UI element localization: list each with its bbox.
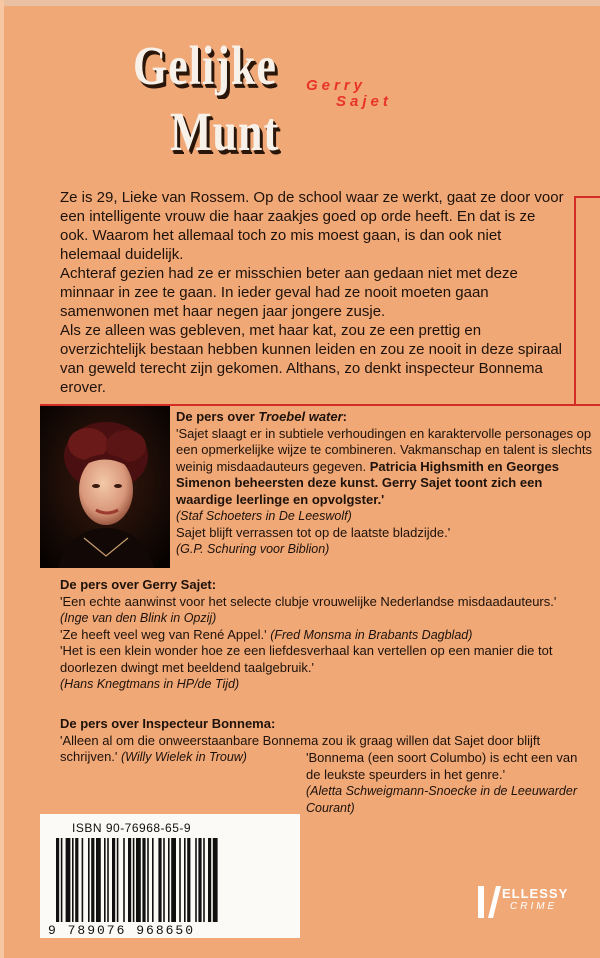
title-line-2: Munt	[170, 101, 280, 163]
ellessy-logo-icon	[476, 884, 502, 920]
press-sajet-heading: De pers over Gerry Sajet:	[60, 577, 217, 592]
barcode-digits: 9 789076 968650	[48, 923, 196, 938]
press-bonnema-quote-1: 'Alleen al om die onweerstaanbare Bonnema zou ik graag willen dat Sajet door blijft schrijven.'	[60, 732, 541, 764]
publisher-imprint: CRIME	[510, 901, 558, 912]
press-gerry-sajet	[60, 577, 580, 693]
press-troebel-heading-title: Troebel water	[258, 409, 343, 424]
barcode-icon	[52, 838, 292, 922]
red-rule-top	[574, 196, 600, 198]
barcode-bar	[128, 838, 131, 922]
barcode-bar	[195, 838, 197, 922]
press-sajet-quote-1: 'Een echte aanwinst voor het selecte clubje vrouwelijke Nederlandse misdaadauteurs.'	[60, 593, 557, 609]
author-photo	[40, 406, 170, 568]
author-last-name: Sajet	[336, 93, 392, 110]
press-bonnema-heading: De pers over Inspecteur Bonnema:	[60, 716, 276, 731]
barcode-panel	[40, 814, 300, 938]
press-troebel-quote-a: 'Sajet slaagt er in subtiele verhoudingen en karaktervolle personages op een opmerkelijke wijze te combineren. Vakmanschap en talent is slechts weinig misdaadauteurs gegeven.	[176, 425, 592, 474]
author-first-name: Gerry	[306, 77, 367, 94]
press-troebel-source-2: (G.P. Schuring voor Biblion)	[176, 542, 330, 556]
press-troebel-quote-2: Sajet blijft verrassen tot op de laatste bladzijde.'	[176, 524, 451, 540]
press-bonnema-source-2: (Aletta Schweigmann-Snoecke in de Leeuwarder Courant)	[306, 784, 577, 815]
barcode-bar	[82, 838, 84, 922]
barcode-bar	[56, 838, 59, 922]
isbn-number: ISBN 90-76968-65-9	[72, 821, 192, 835]
press-sajet-source-3: (Hans Knegtmans in HP/de Tijd)	[60, 677, 240, 691]
synopsis-paragraph-1: Ze is 29, Lieke van Rossem. Op de school waar ze werkt, gaat ze door voor een intelligente vrouw die haar zaakjes goed op orde heeft. En dat is ze ook. Waarom het allemaal toch zo mis moest gaan, is dan ook niet helemaal duidelijk.	[60, 189, 564, 263]
barcode-bar	[179, 838, 181, 922]
barcode-bar	[171, 838, 176, 922]
barcode-bar	[75, 838, 78, 922]
barcode-bar	[213, 838, 218, 922]
press-sajet-quote-2: 'Ze heeft veel weg van René Appel.'	[60, 626, 271, 642]
barcode-bar	[123, 838, 125, 922]
barcode-bar	[184, 838, 186, 922]
barcode-bar	[72, 838, 74, 922]
barcode-bar	[163, 838, 165, 922]
press-sajet-quote-3: 'Het is een klein wonder hoe ze een liefdesverhaal kan vertellen op een manier die tot doorlezen dwingt met beeldend taalgebruik.'	[60, 643, 553, 675]
press-troebel-water	[176, 409, 596, 558]
synopsis-paragraph-2: Achteraf gezien had ze er misschien beter aan gedaan niet met deze minnaar in zee te gaan. In ieder geval had ze nooit moeten gaan samenwonen met haar negen jaar jongere zusje.	[60, 265, 518, 320]
synopsis	[60, 188, 566, 397]
barcode-bar	[158, 838, 161, 922]
press-sajet-review-1	[60, 594, 580, 627]
press-bonnema-second	[306, 750, 586, 816]
barcode-bar	[203, 838, 205, 922]
press-troebel-heading-end: :	[342, 409, 348, 424]
author-portrait-image	[40, 406, 170, 568]
press-troebel-quote	[176, 426, 596, 509]
publisher-name: ELLESSY	[502, 886, 569, 901]
barcode-bar	[91, 838, 94, 922]
press-troebel-heading	[176, 409, 596, 426]
barcode-bar	[136, 838, 141, 922]
barcode-bar	[152, 838, 154, 922]
press-troebel-heading-prefix: De pers over	[176, 409, 259, 424]
barcode-bar	[133, 838, 135, 922]
barcode-bar	[112, 838, 115, 922]
title-line-1: Gelijke	[133, 35, 277, 97]
barcode-bar	[187, 838, 190, 922]
synopsis-paragraph-3: Als ze alleen was gebleven, met haar kat, zou ze een prettig en overzichtelijk bestaan hebben kunnen leiden en zou ze nooit in deze spiraal van geweld terecht zijn gekomen. Althans, zo denkt inspecteur Bonnema erover.	[60, 322, 563, 396]
barcode-bar	[96, 838, 101, 922]
press-sajet-source-1: (Inge van den Blink in Opzij)	[60, 611, 217, 625]
barcode-bar	[104, 838, 106, 922]
press-bonnema-source-1: (Willy Wielek in Trouw)	[121, 750, 247, 764]
barcode-bar	[208, 838, 211, 922]
cover-top-edge	[0, 0, 600, 6]
press-sajet-review-2	[60, 627, 580, 644]
barcode-bar	[168, 838, 170, 922]
barcode-bar	[66, 838, 71, 922]
press-bonnema-quote-2: 'Bonnema (een soort Columbo) is echt een van de leukste speurders in het genre.'	[306, 750, 578, 782]
barcode-bar	[117, 838, 119, 922]
barcode-bar	[147, 838, 149, 922]
barcode-bar	[107, 838, 109, 922]
press-troebel-quote-b: Patricia Highsmith en Georges Simenon beheersten deze kunst. Gerry Sajet toont zich een waardige leerlinge en opvolgster.'	[176, 458, 559, 507]
press-sajet-source-2: (Fred Monsma in Brabants Dagblad)	[270, 627, 473, 642]
barcode-bar	[88, 838, 90, 922]
red-rule-vertical	[574, 196, 576, 406]
press-troebel-source-1: (Staf Schoeters in De Leeswolf)	[176, 509, 352, 523]
barcode-bar	[198, 838, 201, 922]
barcode-bar	[61, 838, 63, 922]
cover-spine-edge	[0, 0, 4, 958]
barcode-bar	[142, 838, 145, 922]
